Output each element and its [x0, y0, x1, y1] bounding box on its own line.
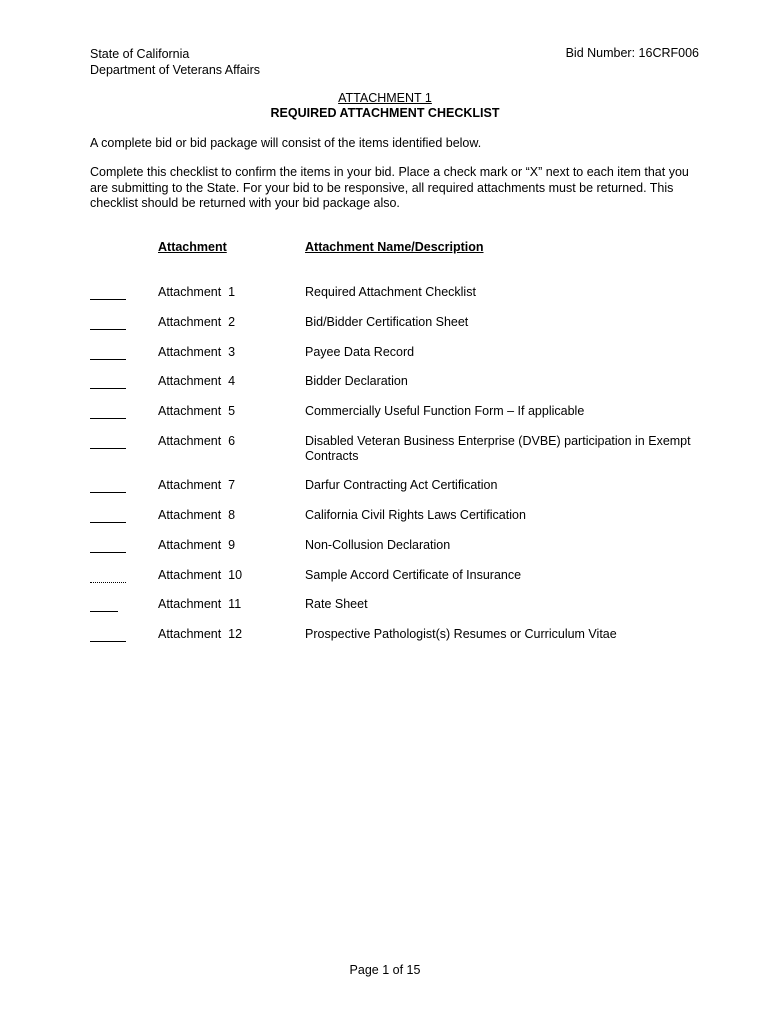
attachment-number: Attachment 2 — [158, 315, 236, 329]
column-header-description: Attachment Name/Description — [305, 240, 484, 254]
attachment-description: Bid/Bidder Certification Sheet — [305, 315, 469, 329]
column-header-attachment: Attachment — [158, 240, 227, 254]
org-header — [90, 46, 260, 78]
checklist-row — [0, 374, 770, 404]
attachment-number: Attachment 9 — [158, 538, 236, 552]
check-mark-blank[interactable] — [90, 418, 126, 419]
attachment-description: Payee Data Record — [305, 345, 415, 359]
attachment-title: ATTACHMENT 1 — [338, 91, 432, 105]
check-mark-blank[interactable] — [90, 329, 126, 330]
check-mark-blank[interactable] — [90, 552, 126, 553]
check-mark-blank[interactable] — [90, 492, 126, 493]
attachment-description: Sample Accord Certificate of Insurance — [305, 568, 522, 582]
check-mark-blank[interactable] — [90, 448, 126, 449]
org-state: State of California — [90, 47, 190, 61]
check-mark-blank[interactable] — [90, 359, 126, 360]
attachment-description: Disabled Veteran Business Enterprise (DVBE) participation in Exempt Contracts — [305, 434, 691, 463]
attachment-number: Attachment 7 — [158, 478, 236, 492]
attachment-number: Attachment 1 — [158, 285, 236, 299]
attachment-description: Darfur Contracting Act Certification — [305, 478, 498, 492]
attachment-number: Attachment 12 — [158, 627, 243, 641]
bid-number: Bid Number: 16CRF006 — [565, 46, 699, 60]
attachment-number: Attachment 3 — [158, 345, 236, 359]
check-mark-blank[interactable] — [90, 522, 126, 523]
checklist-row — [0, 478, 770, 508]
checklist-row — [0, 538, 770, 568]
attachment-number: Attachment 8 — [158, 508, 236, 522]
checklist-row — [0, 627, 770, 657]
attachment-description: Bidder Declaration — [305, 374, 408, 388]
attachment-description: Rate Sheet — [305, 597, 368, 611]
check-mark-blank[interactable] — [90, 611, 118, 612]
checklist-row — [0, 315, 770, 345]
attachment-description: Required Attachment Checklist — [305, 285, 476, 299]
checklist-row — [0, 434, 770, 464]
check-mark-blank[interactable] — [90, 641, 126, 642]
checklist-title: REQUIRED ATTACHMENT CHECKLIST — [270, 106, 500, 120]
checklist-row — [0, 285, 770, 315]
attachment-description: California Civil Rights Laws Certification — [305, 508, 526, 522]
intro-paragraph-2: Complete this checklist to confirm the items in your bid. Place a check mark or “X” next to each item that you are submitting to the State. For your bid to be responsive, all required attachments must be returned. This checklist should be returned with your bid package also. — [90, 165, 689, 210]
attachment-number: Attachment 10 — [158, 568, 243, 582]
checklist-row — [0, 508, 770, 538]
attachment-description: Prospective Pathologist(s) Resumes or Curriculum Vitae — [305, 627, 617, 641]
page-number: Page 1 of 15 — [349, 963, 421, 977]
attachment-number: Attachment 4 — [158, 374, 236, 388]
attachment-number: Attachment 11 — [158, 597, 242, 611]
attachment-description: Commercially Useful Function Form – If applicable — [305, 404, 585, 418]
attachment-number: Attachment 6 — [158, 434, 236, 448]
attachment-number: Attachment 5 — [158, 404, 236, 418]
intro-paragraph-1: A complete bid or bid package will consist of the items identified below. — [90, 136, 482, 150]
org-department: Department of Veterans Affairs — [90, 63, 261, 77]
checklist-row — [0, 404, 770, 434]
check-mark-blank[interactable] — [90, 582, 126, 583]
check-mark-blank[interactable] — [90, 299, 126, 300]
checklist-row — [0, 597, 770, 627]
checklist-row — [0, 568, 770, 598]
check-mark-blank[interactable] — [90, 388, 126, 389]
attachment-description: Non-Collusion Declaration — [305, 538, 451, 552]
checklist-row — [0, 345, 770, 375]
